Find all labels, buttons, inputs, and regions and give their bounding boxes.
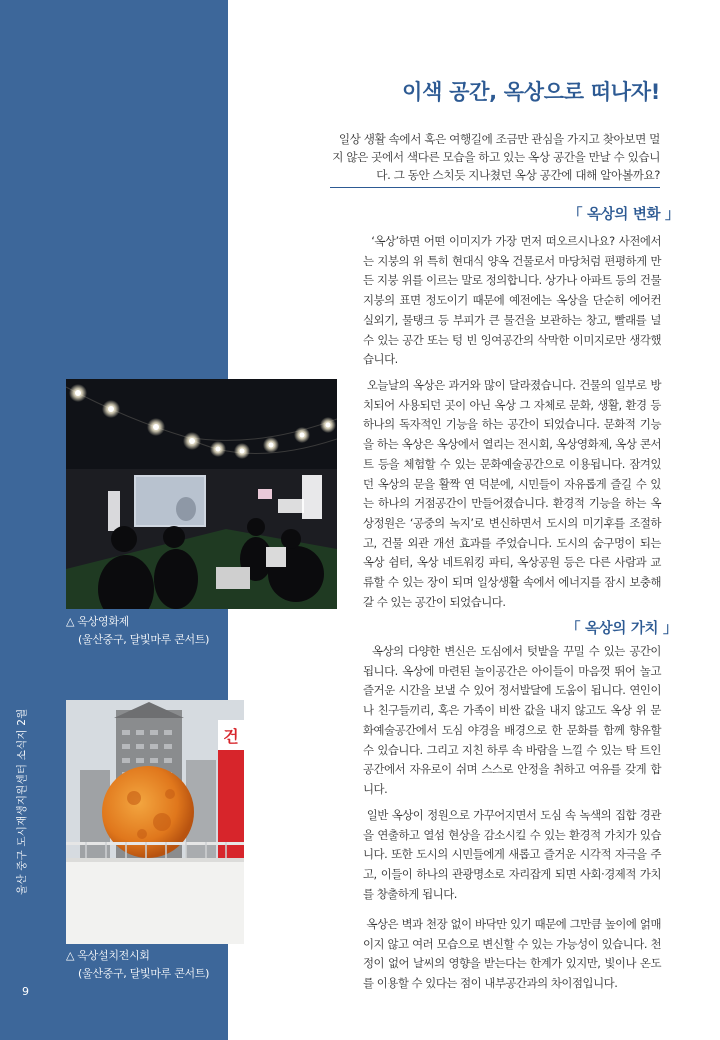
page-number: 9: [22, 985, 29, 998]
intro-text: 일상 생활 속에서 혹은 여행길에 조금만 관심을 가지고 찾아보면 멀지 않은 곳에서 색다른 모습을 하고 있는 옥상 공간을 만날 수 있습니다. 그 동안 스치듯 지나쳤던 옥상 공간에 대해 알아볼까요?: [332, 132, 660, 182]
rooftop-movie-photo: [66, 379, 337, 609]
caption-source: (울산중구, 달빛마루 콘서트): [78, 967, 210, 980]
paragraph: 일반 옥상이 정원으로 가꾸어지면서 도심 속 녹색의 집합 경관을 연출하고 열섬 현상을 감소시킬 수 있는 환경적 가치가 있습니다. 또한 도시의 시민들에게 새롭고 즐거운 시각적 자극을 주고, 이들이 하나의 관광명소로 자리잡게 되면 사회·경제적 가치를 창출하게 됩니다.: [363, 808, 661, 901]
title-divider: [330, 187, 660, 188]
caption-source: (울산중구, 달빛마루 콘서트): [78, 633, 210, 646]
photo-caption: [66, 613, 209, 649]
paragraph: 오늘날의 옥상은 과거와 많이 달라졌습니다. 건물의 일부로 방치되어 사용되던 곳이 아닌 옥상 그 자체로 문화, 생활, 환경 등 하나의 독자적인 기능을 하는 공간이 되었습니다. 문화적 기능을 하는 옥상은 옥상에서 열리는 전시회, 옥상영화제, 옥상 콘서트 등을 체험할 수 있는 문화예술공간으로 이용됩니다. 잠겨있던 옥상의 문을 활짝 연 덕분에, 시민들이 자유롭게 즐길 수 있는 하나의 거점공간이 만들어졌습니다. 환경적 기능을 하는 옥상정원은 ‘공중의 녹지’로 변신하면서 도시의 미기후를 조절하고, 건물 외관 개선 효과를 주었습니다. 도시의 숨구멍이 되는 옥상 쉼터, 옥상 네트워킹 파티, 옥상공원 등은 다른 사람과 교류할 수 있는 장이 되며 일상생활 속에서 에너지를 잠시 보충해갈 수 있는 공간이 되었습니다.: [363, 378, 661, 609]
section-heading-value: 「 옥상의 가치 」: [566, 621, 678, 637]
paragraph: ‘옥상’하면 어떤 이미지가 가장 먼저 떠오르시나요? 사전에서는 지붕의 위 특히 현대식 양옥 건물로서 마당처럼 편평하게 만든 지붕 위를 이르는 말로 정의합니다. 상가나 아파트 등의 건물 지붕의 표면 정도이기 때문에 예전에는 옥상을 단순히 에어컨 실외기, 물탱크 등 부피가 큰 물건을 보관하는 창고, 빨래를 널 수 있는 공간 또는 텅 빈 잉여공간의 삭막한 이미지로만 생각했습니다.: [363, 234, 661, 367]
caption-title: △ 옥상설치전시회: [66, 949, 150, 962]
rooftop-installation-photo: [66, 700, 244, 944]
page-title: 이색 공간, 옥상으로 떠나자!: [402, 80, 660, 104]
paragraph: 옥상의 다양한 변신은 도심에서 텃밭을 꾸밀 수 있는 공간이 됩니다. 옥상에 마련된 놀이공간은 아이들이 마음껏 뛰어 놀고 즐거운 시간을 보낼 수 있어 정서발달에 도움이 됩니다. 연인이나 친구들끼리, 혹은 가족이 비싼 값을 내지 않고도 옥상 위 문화예술공간에서 도심 야경을 배경으로 한 문화를 함께 향유할 수 있습니다. 그리고 지친 하루 속 바람을 느낄 수 있는 탁 트인 공간에서 자유로이 쉬며 스스로 안정을 취하고 여유를 갖게 합니다.: [363, 644, 661, 796]
section-heading-change: 「 옥상의 변화 」: [568, 207, 680, 223]
newsletter-vertical-label: 울산 중구 도시재생지원센터 소식지 2월: [16, 708, 28, 895]
paragraph: 옥상은 벽과 천장 없이 바닥만 있기 때문에 그만큼 높이에 얽매이지 않고 여러 모습으로 변신할 수 있는 가능성이 있습니다. 천정이 없어 날씨의 영향을 받는다는 한계가 있지만, 빛이나 온도를 이용할 수 있다는 점이 내부공간과의 차이점입니다.: [363, 917, 661, 991]
photo-caption: [66, 947, 209, 983]
caption-title: △ 옥상영화제: [66, 615, 129, 628]
sign-text: 건: [223, 727, 239, 746]
